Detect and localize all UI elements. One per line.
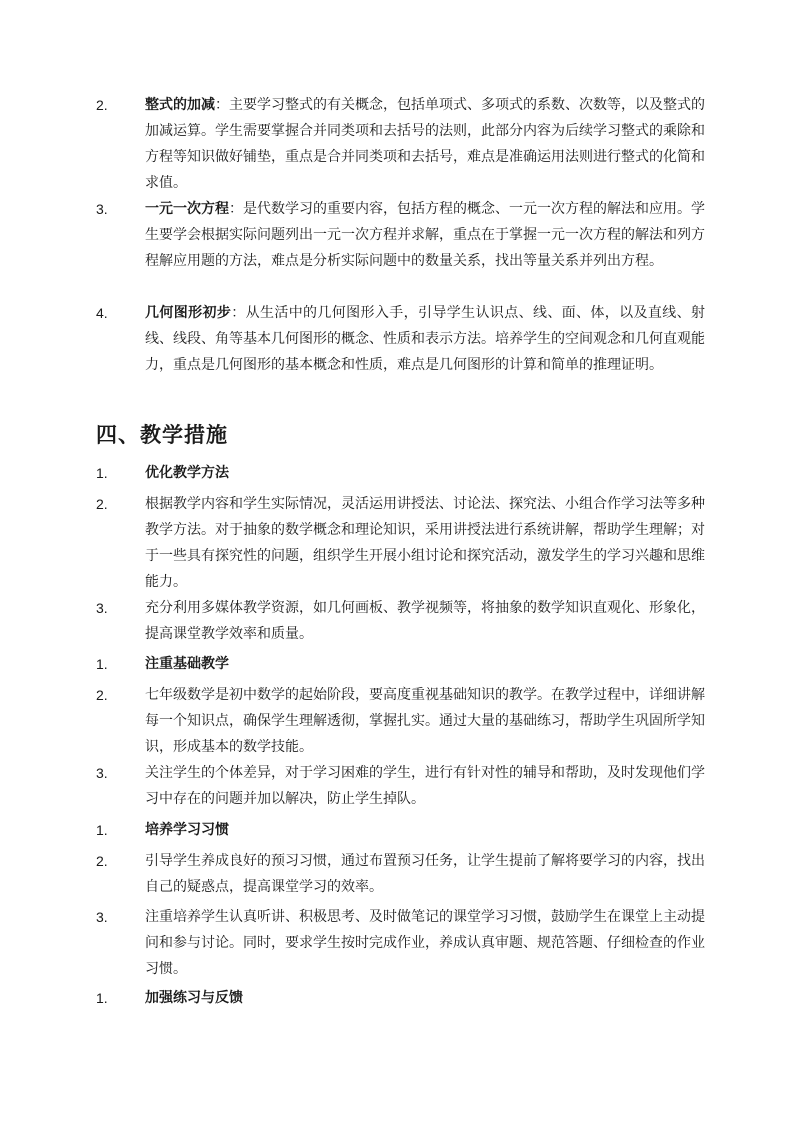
list-number: 3. — [96, 201, 108, 217]
list-text: 优化教学方法 — [145, 465, 229, 481]
list-term: 整式的加减 — [145, 97, 215, 113]
list-number: 3. — [96, 765, 108, 781]
list-text: 整式的加减：主要学习整式的有关概念，包括单项式、多项式的系数、次数等，以及整式的加减运算。学生需要掌握合并同类项和去括号的法则，此部分内容为后续学习整式的乘除和方程等知识做好铺垫，重点是合并同类项和去括号，难点是准确运用法则进行整式的化简和求值。 — [145, 97, 705, 191]
list-number: 2. — [96, 97, 108, 113]
list-number: 1. — [96, 822, 108, 838]
list-text: 七年级数学是初中数学的起始阶段，要高度重视基础知识的教学。在教学过程中，详细讲解每一个知识点，确保学生理解透彻，掌握扎实。通过大量的基础练习，帮助学生巩固所学知识，形成基本的数学技能。 — [145, 687, 705, 755]
list-text: 几何图形初步：从生活中的几何图形入手，引导学生认识点、线、面、体，以及直线、射线、线段、角等基本几何图形的概念、性质和表示方法。培养学生的空间观念和几何直观能力，重点是几何图形的基本概念和性质，难点是几何图形的计算和简单的推理证明。 — [145, 305, 706, 373]
section-heading: 四、教学措施 — [96, 423, 228, 447]
list-text: 一元一次方程：是代数学习的重要内容，包括方程的概念、一元一次方程的解法和应用。学生要学会根据实际问题列出一元一次方程并求解，重点在于掌握一元一次方程的解法和列方程解应用题的方法，难点是分析实际问题中的数量关系，找出等量关系并列出方程。 — [145, 201, 705, 269]
list-term: 几何图形初步 — [145, 305, 232, 321]
list-number: 1. — [96, 656, 108, 672]
list-number: 2. — [96, 496, 108, 512]
list-term: 一元一次方程 — [145, 201, 229, 217]
list-text: 引导学生养成良好的预习习惯，通过布置预习任务，让学生提前了解将要学习的内容，找出自己的疑惑点，提高课堂学习的效率。 — [145, 853, 705, 895]
list-number: 2. — [96, 687, 108, 703]
list-number: 1. — [96, 465, 108, 481]
list-text: 培养学习习惯 — [145, 822, 229, 838]
list-number: 3. — [96, 909, 108, 925]
list-number: 2. — [96, 853, 108, 869]
list-text: 加强练习与反馈 — [145, 990, 243, 1006]
list-text: 关注学生的个体差异，对于学习困难的学生，进行有针对性的辅导和帮助，及时发现他们学习中存在的问题并加以解决，防止学生掉队。 — [145, 765, 705, 807]
list-text: 根据教学内容和学生实际情况，灵活运用讲授法、讨论法、探究法、小组合作学习法等多种教学方法。对于抽象的数学概念和理论知识，采用讲授法进行系统讲解，帮助学生理解；对于一些具有探究性的问题，组织学生开展小组讨论和探究活动，激发学生的学习兴趣和思维能力。 — [145, 496, 705, 590]
list-text: 充分利用多媒体教学资源，如几何画板、教学视频等，将抽象的数学知识直观化、形象化，提高课堂教学效率和质量。 — [145, 600, 705, 642]
list-number: 4. — [96, 305, 108, 321]
list-text: 注重基础教学 — [145, 656, 229, 672]
list-number: 3. — [96, 600, 108, 616]
list-text: 注重培养学生认真听讲、积极思考、及时做笔记的课堂学习习惯，鼓励学生在课堂上主动提问和参与讨论。同时，要求学生按时完成作业，养成认真审题、规范答题、仔细检查的作业习惯。 — [145, 909, 705, 977]
list-number: 1. — [96, 990, 108, 1006]
